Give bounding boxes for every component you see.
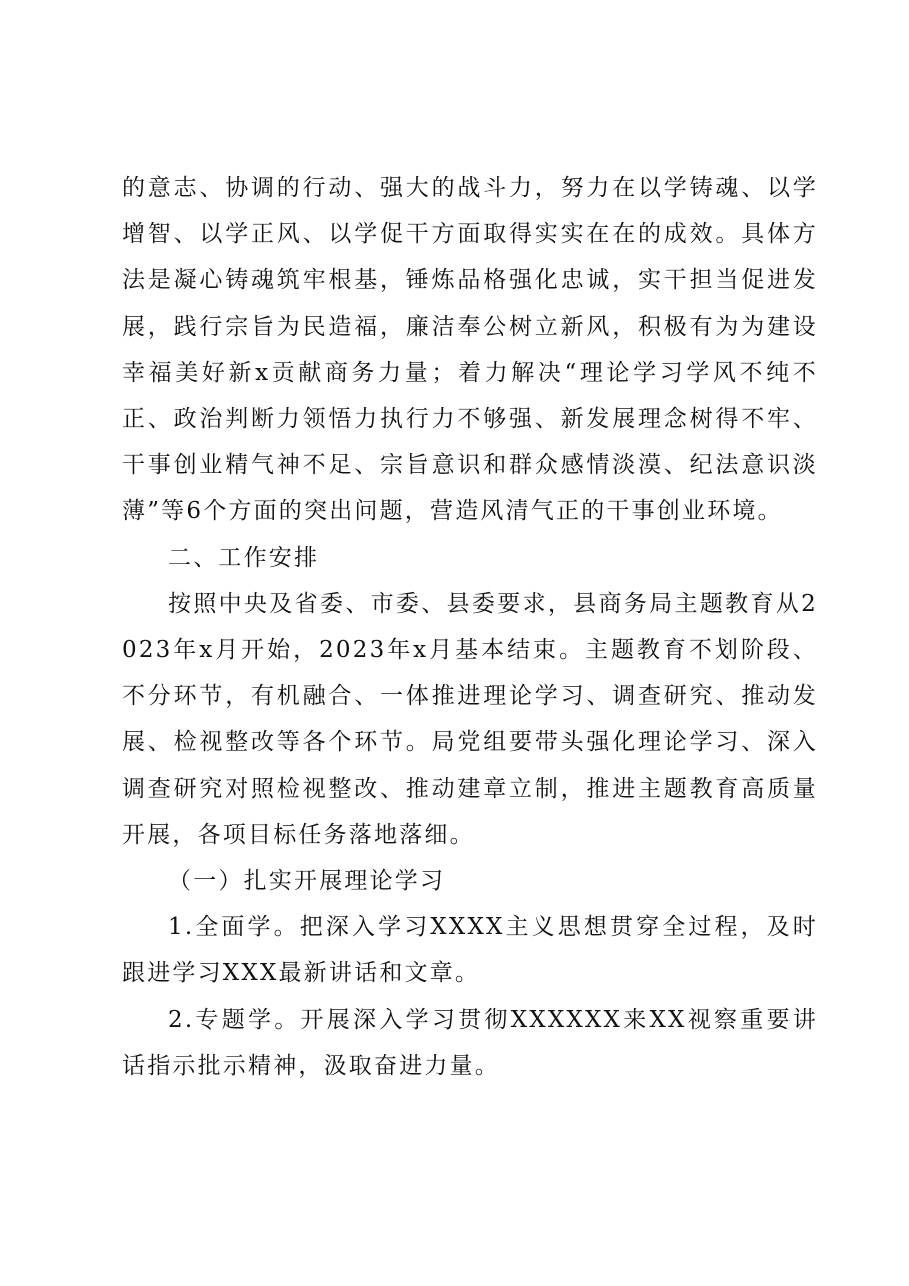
paragraph-goals-continued: 的意志、协调的行动、强大的战斗力，努力在以学铸魂、以学增智、以学正风、以学促干方面取得实实在在的成效。具体方法是凝心铸魂筑牢根基，锤炼品格强化忠诚，实干担当促进发展，践行宗旨为民造福，廉洁奉公树立新风，积极有为为建设幸福美好新x贡献商务力量；着力解决“理论学习学风不纯不正、政治判断力领悟力执行力不够强、新发展理念树得不牢、干事创业精气神不足、宗旨意识和群众感情淡漠、纪法意识淡薄”等6个方面的突出问题，营造风清气正的干事创业环境。 [122, 175, 818, 525]
list-item-comprehensive-study: 1.全面学。把深入学习XXXX主义思想贯穿全过程，及时跟进学习XXX最新讲话和文章。 [122, 914, 818, 987]
section-heading-work-arrangement: 二、工作安排 [168, 544, 320, 571]
document-body [122, 165, 818, 1089]
subsection-heading-theory-study: （一）扎实开展理论学习 [168, 868, 446, 895]
list-item-topical-study: 2.专题学。开展深入学习贯彻XXXXXX来XX视察重要讲话指示批示精神，汲取奋进力量。 [122, 1006, 818, 1079]
paragraph-work-arrangement: 按照中央及省委、市委、县委要求，县商务局主题教育从2023年x月开始，2023年x月基本结束。主题教育不划阶段、不分环节，有机融合、一体推进理论学习、调查研究、推动发展、检视整改等各个环节。局党组要带头强化理论学习、深入调查研究对照检视整改、推动建章立制，推进主题教育高质量开展，各项目标任务落地落细。 [122, 590, 818, 848]
